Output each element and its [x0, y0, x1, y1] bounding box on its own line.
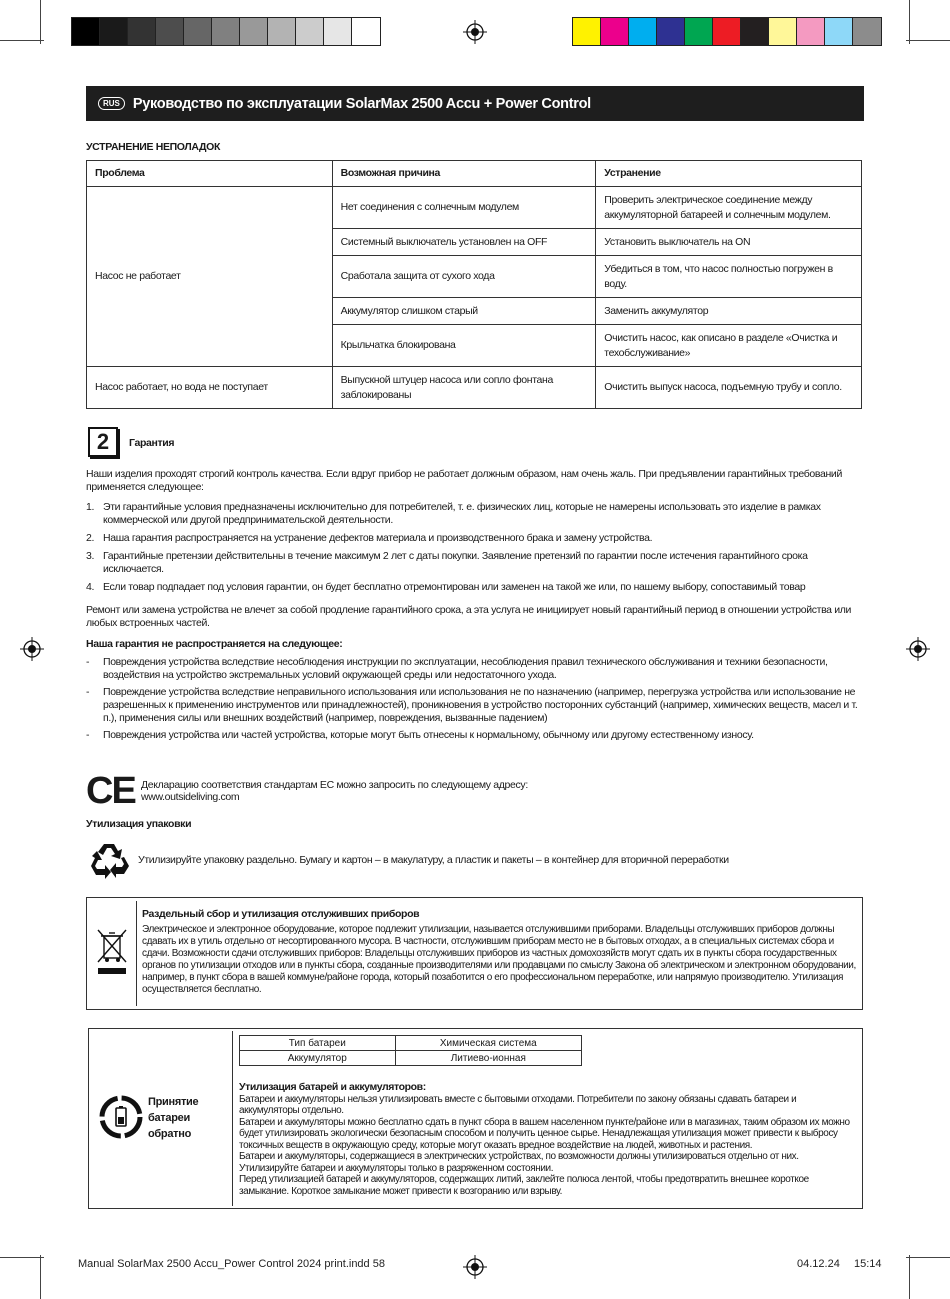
warranty-body	[86, 468, 864, 746]
crop-mark	[909, 0, 910, 44]
list-item-text: Эти гарантийные условия предназначены исключительно для потребителей, т. е. физических лиц, которые не намерены использовать это изделие в рамках коммерческой или другой предпринимательской деятельности.	[103, 501, 821, 526]
table-row	[87, 367, 862, 409]
table-cell: Аккумулятор	[240, 1051, 396, 1066]
list-item: - Повреждения устройства вследствие несоблюдения инструкции по эксплуатации, несоблюдения правил технического обслуживания и техники безопасности, воздействия на устройство экстремальных условий окружающей среды или недостаточного ухода.	[86, 656, 828, 681]
divider	[232, 1031, 233, 1206]
color-swatch	[352, 18, 380, 45]
list-item	[86, 550, 864, 576]
registration-mark-icon	[463, 1255, 487, 1279]
column-header: Устранение	[596, 161, 862, 187]
list-item-text: Гарантийные претензии действительны в течение максимум 2 лет с даты покупки. Заявление претензий по гарантии после истечения гарантийного срока исключается.	[103, 550, 808, 575]
registration-mark-icon	[463, 20, 487, 44]
warranty-intro: Наши изделия проходят строгий контроль качества. Если вдруг прибор не работает должным образом, нам очень жаль. При предъявлении гарантийных требований применяется следующее:	[86, 468, 842, 493]
column-header: Проблема	[87, 161, 333, 187]
color-swatch	[240, 18, 268, 45]
ce-text: Декларацию соответствия стандартам ЕС можно запросить по следующему адресу:	[141, 779, 528, 791]
warranty-title: Гарантия	[129, 437, 175, 449]
crop-mark	[909, 1255, 910, 1299]
list-item-text: Наша гарантия распространяется на устранение дефектов материала и производственного брака и замену устройства.	[103, 532, 653, 544]
list-number: 1.	[86, 501, 95, 513]
cause-cell: Выпускной штуцер насоса или сопло фонтана заблокированы	[332, 367, 596, 409]
recycle-icon	[90, 840, 130, 880]
battery-paragraph: Утилизируйте батареи и аккумуляторы только в разряженном состоянии.	[239, 1162, 554, 1174]
footer-time: 15:14	[854, 1258, 882, 1270]
warranty-terms-list	[86, 501, 864, 594]
footer-date: 04.12.24	[797, 1258, 840, 1270]
repair-note: Ремонт или замена устройства не влечет за собой продление гарантийного срока, а эта услуга не инициирует новый гарантийный период в отношении устройства или любых встроенных частей.	[86, 604, 852, 629]
cause-cell: Крыльчатка блокирована	[332, 325, 596, 367]
list-item: - Повреждения устройства или частей устройства, которые могут быть отнесены к нормальному, обычному или другому естественному износу.	[86, 729, 754, 741]
list-item-text: Повреждения устройства или частей устройства, которые могут быть отнесены к нормальному, обычному или другому естественному износу.	[103, 729, 754, 741]
battery-disposal-text	[239, 1082, 857, 1197]
packaging-text: Утилизируйте упаковку раздельно. Бумагу и картон – в макулатуру, а пластик и пакеты – в контейнер для вторичной переработки	[138, 854, 729, 866]
exclusions-list	[86, 656, 864, 742]
battery-type-table	[239, 1035, 582, 1066]
list-item-text: Повреждения устройства вследствие несоблюдения инструкции по эксплуатации, несоблюдения правил технического обслуживания и техники безопасности, воздействия на устройство экстремальных условий окружающей среды или недостаточного ухода.	[103, 656, 828, 681]
problem-cell: Насос работает, но вода не поступает	[87, 367, 333, 409]
list-item: - Повреждение устройства вследствие неправильного использования или использования не по назначению (например, перегрузка устройства или использование не разрешенных к применению инструментов или принадлежностей), проникновения в устройство посторонних субстанций (например, химических веществ, масел и т. п.), применения силы или внешних воздействий (например, повреждения, вызванные падением)	[86, 686, 858, 724]
battery-takeback-icon	[99, 1095, 143, 1139]
footer-file-name: Manual SolarMax 2500 Accu_Power Control 2024 print.indd 58	[78, 1258, 385, 1270]
color-swatch	[657, 18, 685, 45]
battery-disposal-title: Утилизация батарей и аккумуляторов:	[239, 1081, 426, 1093]
registration-mark-icon	[906, 637, 930, 661]
ce-declaration	[141, 779, 741, 803]
troubleshooting-heading: УСТРАНЕНИЕ НЕПОЛАДОК	[86, 141, 221, 153]
cause-cell: Нет соединения с солнечным модулем	[332, 187, 596, 229]
column-header: Тип батареи	[240, 1036, 396, 1051]
color-swatch	[601, 18, 629, 45]
color-swatch	[741, 18, 769, 45]
color-swatch	[324, 18, 352, 45]
list-item	[86, 581, 864, 594]
color-swatch	[100, 18, 128, 45]
fix-cell: Убедиться в том, что насос полностью погружен в воду.	[596, 256, 862, 298]
list-item-text: Если товар подпадает под условия гарантии, он будет бесплатно отремонтирован или заменен на такой же или, по нашему выбору, сопоставимый товар	[103, 581, 806, 593]
fix-cell: Проверить электрическое соединение между аккумуляторной батареей и солнечным модулем.	[596, 187, 862, 229]
table-header-row	[87, 161, 862, 187]
battery-box	[88, 1028, 863, 1209]
list-number: 2.	[86, 532, 95, 544]
color-swatch	[212, 18, 240, 45]
ce-mark-icon: CE	[86, 770, 135, 812]
crop-mark	[0, 1257, 44, 1258]
battery-paragraph: Батареи и аккумуляторы нельзя утилизировать вместе с бытовыми отходами. Потребители по закону обязаны сдавать батареи и аккумуляторы отдельно.	[239, 1093, 797, 1116]
cause-cell: Системный выключатель установлен на OFF	[332, 229, 596, 256]
color-swatch	[296, 18, 324, 45]
problem-cell: Насос не работает	[87, 187, 333, 367]
battery-paragraph: Батареи и аккумуляторы можно бесплатно сдать в пункт сбора в вашем населенном пункте/районе или в магазинах, таким образом их можно будет утилизировать экологически безопасным способом и получить ценное сырье. Ненадлежащая утилизация может привести к выбросу токсичных веществ в окружающую среду, которые могут оказать вредное воздействие на людей, животных и растения.	[239, 1116, 850, 1151]
list-number: 4.	[86, 581, 95, 593]
color-swatch	[128, 18, 156, 45]
color-swatch	[685, 18, 713, 45]
battery-paragraph: Батареи и аккумуляторы, содержащиеся в электрических устройствах, по возможности должны утилизироваться отдельно от них.	[239, 1151, 799, 1162]
weee-text: Электрическое и электронное оборудование, которое подлежит утилизации, называется отслужившими приборами. Владельцы отслуживших приборов должны сдавать их в утиль отдельно от несортированного мусора. В частности, отслужившим приборам место не в бытовых отходах, а в специальных системах сбора и сдачи. Возможности сдачи отслуживших приборов: Владельцы отслуживших приборов из частных домохозяйств могут сдать их в пункты сбора государственных органов по утилизации отходов или в пункты сбора, созданные производителями или продавцами по смыслу Закона об электрическом и электронном оборудовании, например, в пункт сбора в вашей коммуне/районе города, который позаботится о его профессиональном переработке, или напрямую производителю. Утилизация осуществляется бесплатно.	[142, 924, 856, 995]
table-row	[240, 1036, 582, 1051]
weee-box	[86, 897, 863, 1010]
color-swatch	[769, 18, 797, 45]
page-header-bar	[86, 86, 864, 121]
list-item	[86, 501, 864, 527]
section-number-badge: 2	[88, 427, 118, 457]
table-cell: Литиево-ионная	[395, 1051, 581, 1066]
crop-mark	[0, 40, 44, 41]
page-title: Руководство по эксплуатации SolarMax 2500 Accu + Power Control	[132, 95, 591, 112]
battery-takeback-label: Принятие батареи обратно	[148, 1096, 199, 1140]
exclusions-title: Наша гарантия не распространяется на следующее:	[86, 638, 343, 650]
gray-color-bar	[71, 17, 381, 46]
registration-mark-icon	[20, 637, 44, 661]
list-item-text: Повреждение устройства вследствие неправильного использования или использования не по назначению (например, перегрузка устройства или использование не разрешенных к применению инструментов или принадлежностей), проникновения в устройство посторонних субстанций (например, химических веществ, масел и т. п.), применения силы или внешних воздействий (например, повреждения, вызванные падением)	[103, 686, 858, 724]
fix-cell: Заменить аккумулятор	[596, 298, 862, 325]
packaging-title: Утилизация упаковки	[86, 818, 192, 830]
crop-mark	[40, 0, 41, 44]
color-swatch	[825, 18, 853, 45]
crop-mark	[40, 1255, 41, 1299]
color-swatch	[573, 18, 601, 45]
weee-title: Раздельный сбор и утилизация отслуживших приборов	[142, 908, 420, 920]
cause-cell: Сработала защита от сухого хода	[332, 256, 596, 298]
color-swatch	[72, 18, 100, 45]
color-swatch	[184, 18, 212, 45]
process-color-bar	[572, 17, 882, 46]
fix-cell: Очистить насос, как описано в разделе «Очистка и техобслуживание»	[596, 325, 862, 367]
battery-paragraph: Перед утилизацией батарей и аккумуляторов, содержащих литий, заклейте полюса лентой, чтобы предотвратить внешнее короткое замыкание. Короткое замыкание может привести к возгоранию или взрыву.	[239, 1174, 809, 1197]
color-swatch	[268, 18, 296, 45]
table-row	[240, 1051, 582, 1066]
color-swatch	[797, 18, 825, 45]
fix-cell: Установить выключатель на ON	[596, 229, 862, 256]
cause-cell: Аккумулятор слишком старый	[332, 298, 596, 325]
list-number: 3.	[86, 550, 95, 562]
crossed-bin-icon	[95, 928, 129, 978]
column-header: Возможная причина	[332, 161, 596, 187]
color-swatch	[853, 18, 881, 45]
ce-url: www.outsideliving.com	[141, 791, 240, 803]
language-badge: RUS	[98, 97, 125, 110]
troubleshooting-table	[86, 160, 862, 409]
column-header: Химическая система	[395, 1036, 581, 1051]
color-swatch	[156, 18, 184, 45]
color-swatch	[629, 18, 657, 45]
crop-mark	[906, 40, 950, 41]
divider	[136, 901, 137, 1006]
fix-cell: Очистить выпуск насоса, подъемную трубу и сопло.	[596, 367, 862, 409]
list-item	[86, 532, 864, 545]
color-swatch	[713, 18, 741, 45]
table-row	[87, 187, 862, 229]
crop-mark	[906, 1257, 950, 1258]
